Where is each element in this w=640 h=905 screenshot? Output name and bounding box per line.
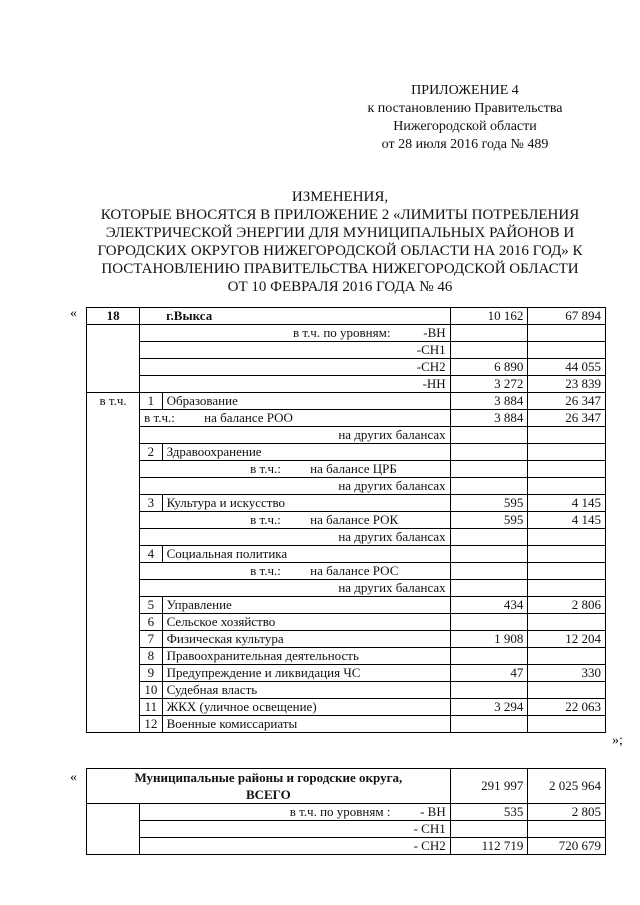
other-balance-label: на других балансах	[140, 529, 451, 546]
level-label: -СН2	[140, 359, 451, 376]
value-cell: 2 805	[528, 804, 606, 821]
value-cell	[528, 427, 606, 444]
appendix-header	[330, 82, 600, 154]
value-cell	[450, 580, 528, 597]
row-number: 12	[140, 716, 162, 733]
sector-name: Предупреждение и ликвидация ЧС	[162, 665, 450, 682]
value-cell	[450, 444, 528, 461]
total-title: Муниципальные районы и городские округа,	[134, 770, 403, 785]
cell	[87, 495, 140, 512]
value-cell	[528, 563, 606, 580]
value-cell: 2 806	[528, 597, 606, 614]
close-quote: »;	[612, 733, 623, 748]
value-cell	[528, 325, 606, 342]
table-row	[87, 563, 606, 580]
value-cell: 595	[450, 495, 528, 512]
value-cell	[528, 546, 606, 563]
value-cell	[450, 682, 528, 699]
value-cell	[450, 529, 528, 546]
table-row	[87, 461, 606, 478]
sector-name: Правоохранительная деятельность	[162, 648, 450, 665]
title-line: КОТОРЫЕ ВНОСЯТСЯ В ПРИЛОЖЕНИЕ 2 «ЛИМИТЫ ПОТРЕБЛЕНИЯ	[100, 207, 580, 223]
appendix-ref-line: Нижегородской области	[393, 119, 537, 134]
cell	[87, 444, 140, 461]
table-row	[87, 597, 606, 614]
table-row	[87, 393, 606, 410]
row-number: 18	[87, 308, 140, 325]
title-line: ПОСТАНОВЛЕНИЮ ПРАВИТЕЛЬСТВА НИЖЕГОРОДСКОЙ ОБЛАСТИ	[101, 261, 579, 277]
table-row	[87, 699, 606, 716]
value-cell: 4 145	[528, 495, 606, 512]
value-cell	[528, 478, 606, 495]
sector-name: Сельское хозяйство	[162, 614, 450, 631]
value-cell: 3 294	[450, 699, 528, 716]
cell	[87, 682, 140, 699]
incl-label: в т.ч.:	[250, 461, 281, 476]
table-row	[87, 546, 606, 563]
cell	[87, 804, 140, 821]
row-number: 11	[140, 699, 162, 716]
table-row	[87, 427, 606, 444]
value-cell: 3 884	[450, 410, 528, 427]
other-balance-label: на других балансах	[140, 580, 451, 597]
value-cell: 44 055	[528, 359, 606, 376]
by-levels-label: в т.ч. по уровням:	[292, 325, 391, 340]
cell	[87, 512, 140, 529]
row-number: 9	[140, 665, 162, 682]
value-cell: 595	[450, 512, 528, 529]
sector-name: Управление	[162, 597, 450, 614]
row-number: 10	[140, 682, 162, 699]
incl-label: в т.ч.:	[250, 512, 281, 527]
cell	[87, 563, 140, 580]
cell	[87, 342, 140, 359]
table-row	[87, 580, 606, 597]
level-label: - ВН	[420, 804, 446, 819]
value-cell: 112 719	[450, 838, 528, 855]
table-row	[87, 804, 606, 821]
level-label: - СН2	[140, 838, 451, 855]
cell	[87, 665, 140, 682]
level-cell	[140, 325, 451, 342]
cell	[87, 376, 140, 393]
cell	[87, 597, 140, 614]
balance-label: на балансе РОК	[310, 512, 399, 527]
table-row	[87, 529, 606, 546]
level-label: -СН1	[140, 342, 451, 359]
value-cell: 330	[528, 665, 606, 682]
row-number: 8	[140, 648, 162, 665]
value-cell: 1 908	[450, 631, 528, 648]
table-row	[87, 665, 606, 682]
value-cell	[528, 648, 606, 665]
sector-name: Здравоохранение	[162, 444, 450, 461]
value-cell	[450, 546, 528, 563]
incl-label: в т.ч.	[87, 393, 140, 410]
limits-table-vyksa	[86, 307, 606, 733]
incl-label: в т.ч.:	[250, 563, 281, 578]
balance-label: на балансе ЦРБ	[310, 461, 397, 476]
total-title: ВСЕГО	[245, 787, 291, 802]
cell	[87, 529, 140, 546]
table-row	[87, 308, 606, 325]
table-row	[87, 325, 606, 342]
open-quote: «	[70, 306, 77, 321]
row-number: 7	[140, 631, 162, 648]
cell	[87, 580, 140, 597]
level-label: -ВН	[423, 325, 446, 340]
open-quote: «	[70, 770, 77, 785]
sector-name: ЖКХ (уличное освещение)	[162, 699, 450, 716]
appendix-date: от 28 июля 2016 года № 489	[381, 137, 549, 152]
document-title	[70, 188, 610, 296]
value-cell: 26 347	[528, 410, 606, 427]
table-row	[87, 359, 606, 376]
value-cell	[528, 342, 606, 359]
table-row	[87, 682, 606, 699]
balance-label: на балансе РОО	[204, 410, 293, 425]
value-cell	[528, 461, 606, 478]
cell	[87, 461, 140, 478]
value-cell: 6 890	[450, 359, 528, 376]
sub-cell	[140, 461, 451, 478]
value-cell	[528, 529, 606, 546]
table-row	[87, 838, 606, 855]
value-cell: 47	[450, 665, 528, 682]
value-cell: 2 025 964	[528, 769, 606, 804]
sector-name: Образование	[162, 393, 450, 410]
table-row	[87, 614, 606, 631]
cell	[87, 359, 140, 376]
value-cell: 291 997	[450, 769, 528, 804]
cell	[87, 427, 140, 444]
level-cell	[140, 804, 451, 821]
row-number: 1	[140, 393, 162, 410]
value-cell	[528, 682, 606, 699]
cell	[87, 699, 140, 716]
cell	[87, 478, 140, 495]
table-row	[87, 342, 606, 359]
appendix-ref-line: к постановлению Правительства	[367, 101, 563, 116]
cell	[87, 838, 140, 855]
value-cell	[450, 325, 528, 342]
sector-name: Культура и искусство	[162, 495, 450, 512]
cell	[87, 410, 140, 427]
value-cell	[450, 821, 528, 838]
cell	[87, 648, 140, 665]
sector-name: Судебная власть	[162, 682, 450, 699]
by-levels-label: в т.ч. по уровням :	[289, 804, 391, 819]
value-cell	[450, 427, 528, 444]
limits-table-total	[86, 768, 606, 855]
value-cell	[450, 648, 528, 665]
district-name: г.Выкса	[162, 308, 450, 325]
row-number: 4	[140, 546, 162, 563]
appendix-title: ПРИЛОЖЕНИЕ 4	[411, 83, 519, 98]
table-row	[87, 631, 606, 648]
value-cell	[528, 614, 606, 631]
value-cell: 23 839	[528, 376, 606, 393]
row-number: 3	[140, 495, 162, 512]
value-cell	[450, 716, 528, 733]
sub-cell	[140, 410, 451, 427]
level-label: -НН	[140, 376, 451, 393]
table-row	[87, 478, 606, 495]
table-row	[87, 410, 606, 427]
table-row	[87, 376, 606, 393]
cell	[87, 546, 140, 563]
table-row	[87, 716, 606, 733]
sector-name: Физическая культура	[162, 631, 450, 648]
other-balance-label: на других балансах	[140, 478, 451, 495]
value-cell	[450, 478, 528, 495]
row-number: 6	[140, 614, 162, 631]
value-cell: 12 204	[528, 631, 606, 648]
value-cell: 10 162	[450, 308, 528, 325]
value-cell	[528, 821, 606, 838]
value-cell	[450, 342, 528, 359]
sub-cell	[140, 563, 451, 580]
value-cell: 22 063	[528, 699, 606, 716]
value-cell	[450, 563, 528, 580]
sub-cell	[140, 512, 451, 529]
title-line: ОТ 10 ФЕВРАЛЯ 2016 ГОДА № 46	[227, 279, 453, 295]
cell	[87, 631, 140, 648]
incl-label: в т.ч.:	[144, 410, 175, 425]
table-row	[87, 512, 606, 529]
value-cell: 434	[450, 597, 528, 614]
value-cell: 535	[450, 804, 528, 821]
sector-name: Военные комиссариаты	[162, 716, 450, 733]
value-cell: 720 679	[528, 838, 606, 855]
table-row	[87, 444, 606, 461]
cell	[87, 716, 140, 733]
cell	[87, 325, 140, 342]
other-balance-label: на других балансах	[140, 427, 451, 444]
value-cell	[528, 444, 606, 461]
value-cell	[528, 580, 606, 597]
table-row	[87, 495, 606, 512]
value-cell: 67 894	[528, 308, 606, 325]
cell	[87, 614, 140, 631]
value-cell: 4 145	[528, 512, 606, 529]
title-line: ГОРОДСКИХ ОКРУГОВ НИЖЕГОРОДСКОЙ ОБЛАСТИ НА 2016 ГОД» К	[97, 243, 583, 259]
value-cell: 3 884	[450, 393, 528, 410]
table-row	[87, 821, 606, 838]
total-title-cell	[87, 769, 451, 804]
row-number: 5	[140, 597, 162, 614]
title-line: ЭЛЕКТРИЧЕСКОЙ ЭНЕРГИИ ДЛЯ МУНИЦИПАЛЬНЫХ РАЙОНОВ И	[105, 225, 575, 241]
value-cell	[450, 461, 528, 478]
value-cell: 3 272	[450, 376, 528, 393]
sector-name: Социальная политика	[162, 546, 450, 563]
value-cell: 26 347	[528, 393, 606, 410]
value-cell	[450, 614, 528, 631]
value-cell	[528, 716, 606, 733]
cell	[140, 308, 162, 325]
table-row	[87, 769, 606, 804]
row-number: 2	[140, 444, 162, 461]
balance-label: на балансе РОС	[310, 563, 399, 578]
cell	[87, 821, 140, 838]
level-label: - СН1	[140, 821, 451, 838]
title-line: ИЗМЕНЕНИЯ,	[291, 189, 389, 205]
table-row	[87, 648, 606, 665]
